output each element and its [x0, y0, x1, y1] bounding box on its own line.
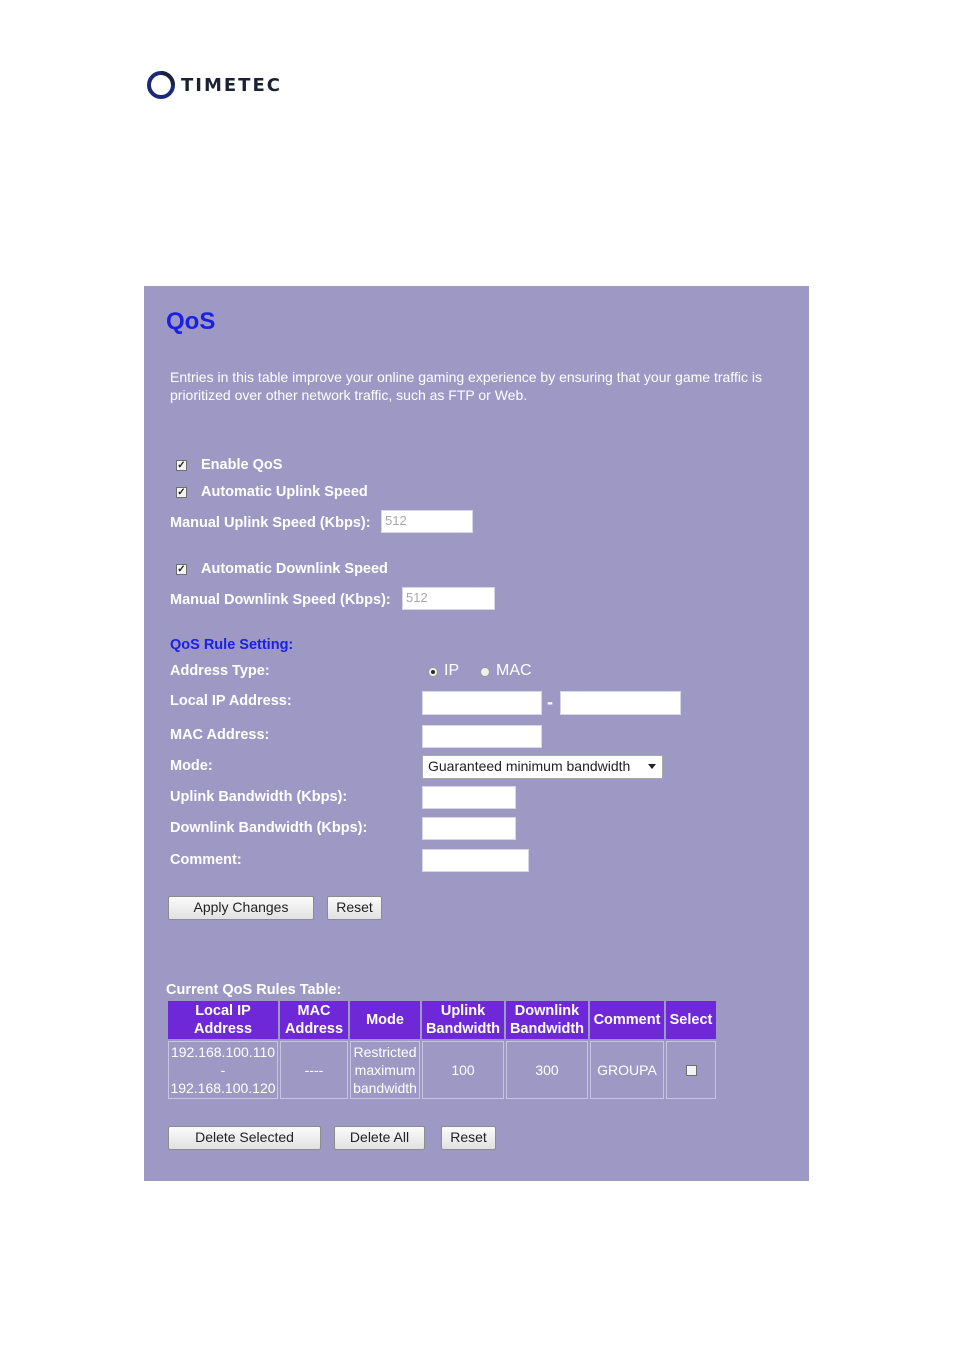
- cell-local-ip: 192.168.100.110 - 192.168.100.120: [168, 1041, 278, 1099]
- row-select-checkbox[interactable]: [686, 1065, 697, 1076]
- downlink-bandwidth-input[interactable]: [422, 817, 516, 840]
- header-downlink-bandwidth: Downlink Bandwidth: [506, 1001, 588, 1039]
- rule-setting-heading: QoS Rule Setting:: [170, 637, 294, 653]
- qos-panel: [144, 286, 809, 1181]
- address-type-ip-label: IP: [444, 662, 460, 679]
- mac-address-label: MAC Address:: [170, 727, 270, 743]
- header-select: Select: [666, 1001, 716, 1039]
- address-type-mac-radio[interactable]: [480, 667, 490, 677]
- manual-uplink-input[interactable]: 512: [381, 510, 473, 533]
- table-header-row: [168, 1001, 716, 1039]
- delete-all-button[interactable]: Delete All: [334, 1126, 425, 1150]
- logo-ring-icon: [146, 70, 176, 100]
- header-local-ip: Local IP Address: [168, 1001, 278, 1039]
- cell-comment: GROUPA: [590, 1041, 664, 1099]
- auto-downlink-checkbox[interactable]: ✓: [177, 564, 186, 575]
- auto-uplink-label: Automatic Uplink Speed: [201, 484, 368, 500]
- manual-uplink-label: Manual Uplink Speed (Kbps):: [170, 515, 371, 531]
- header-mode: Mode: [350, 1001, 420, 1039]
- table-reset-button[interactable]: Reset: [441, 1126, 496, 1150]
- mode-label: Mode:: [170, 758, 213, 774]
- comment-label: Comment:: [170, 852, 242, 868]
- header-uplink-bandwidth: Uplink Bandwidth: [422, 1001, 504, 1039]
- chevron-down-icon: [648, 764, 656, 769]
- mode-select[interactable]: [422, 755, 663, 779]
- uplink-bandwidth-input[interactable]: [422, 786, 516, 809]
- downlink-bandwidth-label: Downlink Bandwidth (Kbps):: [170, 820, 368, 836]
- qos-rules-table: [166, 999, 718, 1101]
- logo-text: TIMETEC: [181, 74, 282, 96]
- apply-changes-button[interactable]: Apply Changes: [168, 896, 314, 920]
- page-description: Entries in this table improve your online gaming experience by ensuring that your game traffic is prioritized over other network traffic, such as FTP or Web.: [170, 369, 762, 403]
- enable-qos-checkbox[interactable]: ✓: [177, 460, 186, 471]
- reset-button[interactable]: Reset: [327, 896, 382, 920]
- timetec-logo: [146, 70, 282, 100]
- cell-uplink: 100: [422, 1041, 504, 1099]
- header-comment: Comment: [590, 1001, 664, 1039]
- cell-select: [666, 1041, 716, 1099]
- auto-uplink-checkbox[interactable]: ✓: [177, 487, 186, 498]
- ip-range-separator: -: [547, 692, 553, 712]
- table-row: [168, 1041, 716, 1099]
- page-title: QoS: [166, 308, 216, 335]
- header-mac-address: MAC Address: [280, 1001, 348, 1039]
- enable-qos-label: Enable QoS: [201, 457, 283, 473]
- address-type-label: Address Type:: [170, 663, 270, 679]
- local-ip-label: Local IP Address:: [170, 693, 292, 709]
- rules-table-caption: Current QoS Rules Table:: [166, 982, 342, 998]
- cell-downlink: 300: [506, 1041, 588, 1099]
- mode-select-value: Guaranteed minimum bandwidth: [428, 758, 631, 774]
- delete-selected-button[interactable]: Delete Selected: [168, 1126, 321, 1150]
- uplink-bandwidth-label: Uplink Bandwidth (Kbps):: [170, 789, 348, 805]
- address-type-ip-radio[interactable]: [428, 667, 438, 677]
- auto-downlink-label: Automatic Downlink Speed: [201, 561, 388, 577]
- manual-downlink-label: Manual Downlink Speed (Kbps):: [170, 592, 391, 608]
- comment-input[interactable]: [422, 849, 529, 872]
- local-ip-end-input[interactable]: [560, 691, 681, 715]
- address-type-mac-label: MAC: [496, 662, 532, 679]
- manual-downlink-input[interactable]: 512: [402, 587, 495, 610]
- mac-address-input[interactable]: [422, 725, 542, 748]
- cell-mac-address: ----: [280, 1041, 348, 1099]
- local-ip-start-input[interactable]: [422, 691, 542, 715]
- cell-mode: Restricted maximum bandwidth: [350, 1041, 420, 1099]
